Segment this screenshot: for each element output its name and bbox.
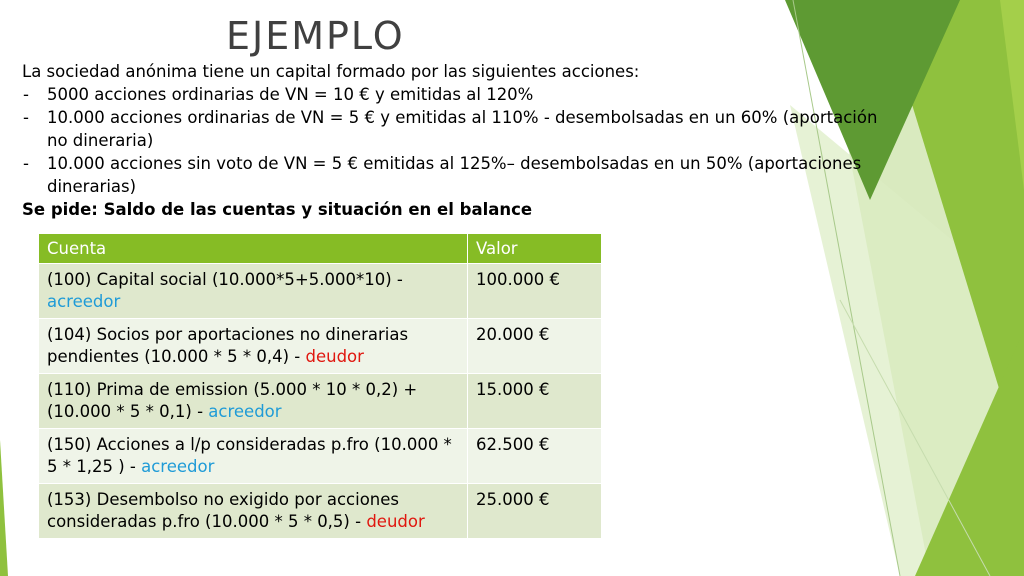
account-cell (39, 319, 468, 374)
accounts-table (38, 233, 602, 539)
problem-statement (22, 60, 902, 221)
value-cell: 62.500 € (468, 429, 602, 484)
nature-label: deudor (305, 347, 364, 366)
account-cell (39, 484, 468, 539)
value-cell: 100.000 € (468, 264, 602, 319)
account-cell (39, 264, 468, 319)
account-cell (39, 374, 468, 429)
nature-label: acreedor (208, 402, 282, 421)
share-item: - 10.000 acciones sin voto de VN = 5 € emitidas al 125%– desembolsadas en un 50% (aportaciones dinerarias) (22, 152, 902, 198)
header-valor: Valor (468, 234, 602, 264)
nature-label: acreedor (47, 292, 121, 311)
account-text: (153) Desembolso no exigido por acciones consideradas p.fro (10.000 * 5 * 0,5) - (47, 490, 399, 531)
green-shape-left-edge (0, 440, 8, 576)
table-row (39, 319, 602, 374)
nature-label: acreedor (141, 457, 215, 476)
value-cell: 20.000 € (468, 319, 602, 374)
account-text: (104) Socios por aportaciones no dinerarias pendientes (10.000 * 5 * 0,4) - (47, 325, 409, 366)
account-cell (39, 429, 468, 484)
value-cell: 25.000 € (468, 484, 602, 539)
table-row (39, 429, 602, 484)
nature-label: deudor (366, 512, 425, 531)
table-row (39, 264, 602, 319)
share-list (22, 83, 902, 198)
table-row (39, 374, 602, 429)
table-row (39, 484, 602, 539)
account-text: (150) Acciones a l/p consideradas p.fro (10.000 * 5 * 1,25 ) - (47, 435, 452, 476)
slide-title: EJEMPLO (226, 14, 405, 58)
account-text: (100) Capital social (10.000*5+5.000*10) - (47, 270, 403, 289)
header-cuenta: Cuenta (39, 234, 468, 264)
value-cell: 15.000 € (468, 374, 602, 429)
question-text: Se pide: Saldo de las cuentas y situación en el balance (22, 200, 533, 219)
share-item: - 10.000 acciones ordinarias de VN = 5 € y emitidas al 110% - desembolsadas en un 60% (aportación no dineraria) (22, 106, 902, 152)
share-item: - 5000 acciones ordinarias de VN = 10 € y emitidas al 120% (22, 83, 902, 106)
intro-text: La sociedad anónima tiene un capital formado por las siguientes acciones: (22, 62, 640, 81)
account-text: (110) Prima de emission (5.000 * 10 * 0,2) + (10.000 * 5 * 0,1) - (47, 380, 418, 421)
table-header-row (39, 234, 602, 264)
